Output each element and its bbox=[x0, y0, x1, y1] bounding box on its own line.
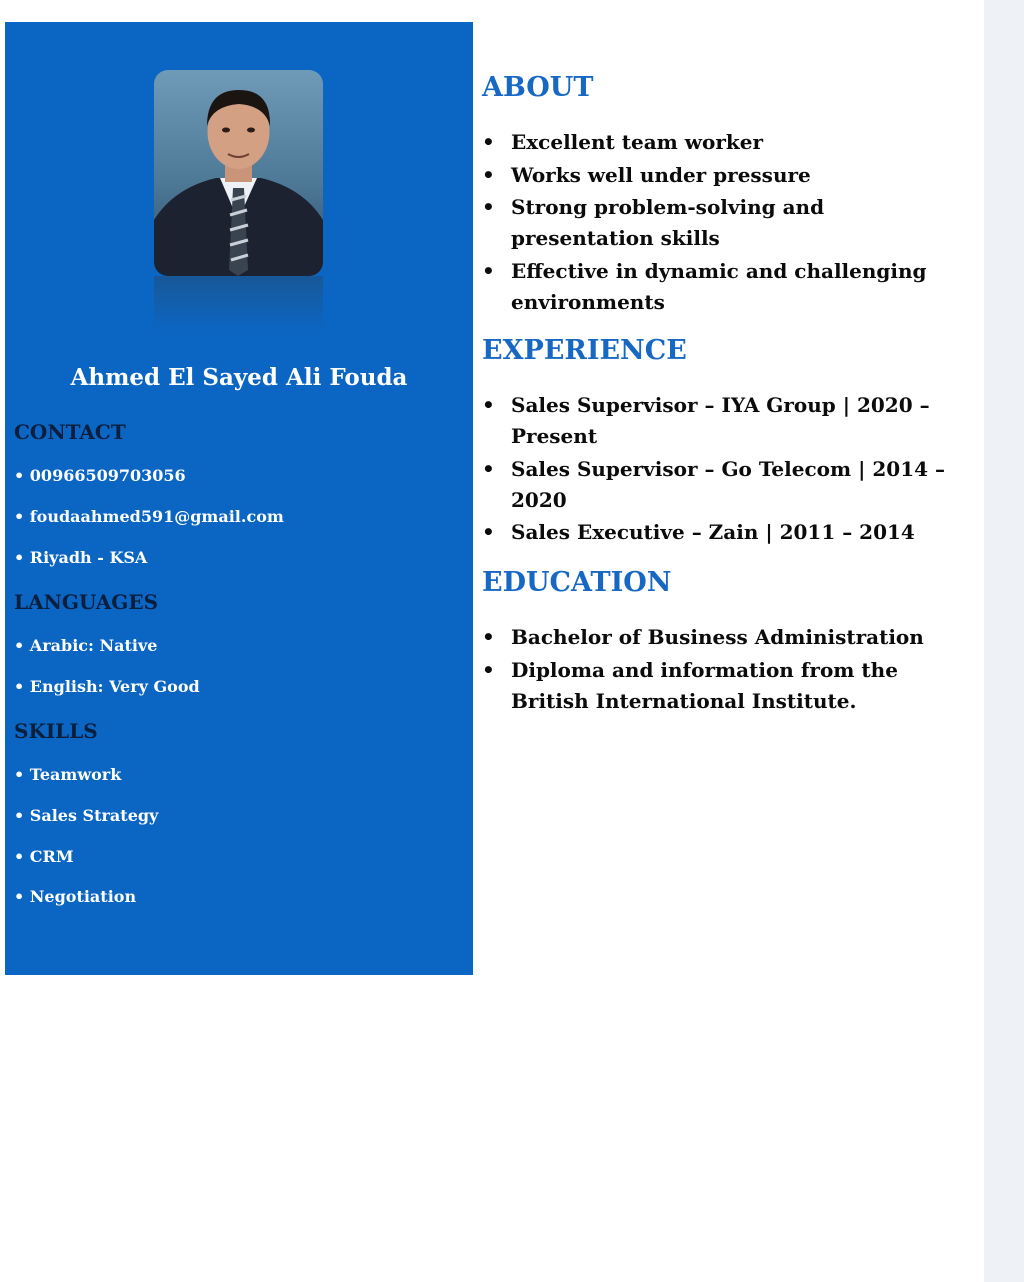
list-item: • Sales Executive – Zain | 2011 – 2014 bbox=[482, 517, 952, 548]
bullet: • bbox=[482, 195, 495, 219]
bullet: • bbox=[482, 657, 495, 682]
experience-heading: EXPERIENCE bbox=[482, 335, 687, 366]
bullet: • bbox=[482, 625, 495, 649]
skill-item: • CRM bbox=[14, 847, 74, 866]
list-item: • Excellent team worker bbox=[482, 127, 952, 158]
photo-reflection bbox=[154, 276, 323, 332]
skills-heading: SKILLS bbox=[14, 719, 98, 743]
bullet: • bbox=[482, 520, 495, 544]
language-item: • Arabic: Native bbox=[14, 636, 158, 655]
bullet: • bbox=[482, 393, 495, 417]
skill-item: • Negotiation bbox=[14, 887, 137, 906]
bullet: • bbox=[482, 130, 495, 154]
experience-list bbox=[482, 390, 952, 550]
sidebar bbox=[5, 22, 473, 975]
list-item: • Diploma and information from the British International Institute. bbox=[482, 655, 952, 717]
languages-heading: LANGUAGES bbox=[14, 590, 159, 614]
education-heading: EDUCATION bbox=[482, 567, 672, 598]
list-item: • Strong problem-solving and presentation skills bbox=[482, 192, 952, 254]
bullet: • bbox=[482, 258, 495, 283]
person-portrait-icon bbox=[154, 70, 323, 276]
list-item: • Sales Supervisor – Go Telecom | 2014 – 2020 bbox=[482, 454, 952, 516]
list-item: • Effective in dynamic and challenging environments bbox=[482, 256, 952, 318]
bullet: • bbox=[482, 456, 495, 481]
about-heading: ABOUT bbox=[482, 72, 594, 103]
profile-photo bbox=[154, 70, 323, 276]
list-item: • Sales Supervisor – IYA Group | 2020 – Present bbox=[482, 390, 952, 452]
about-list bbox=[482, 127, 952, 319]
language-item: • English: Very Good bbox=[14, 677, 200, 696]
list-item: • Works well under pressure bbox=[482, 160, 952, 191]
contact-location: • Riyadh - KSA bbox=[14, 548, 148, 567]
contact-phone: • 00966509703056 bbox=[14, 466, 186, 485]
candidate-name: Ahmed El Sayed Ali Fouda bbox=[70, 364, 408, 391]
contact-email: • foudaahmed591@gmail.com bbox=[14, 507, 284, 526]
skill-item: • Teamwork bbox=[14, 765, 122, 784]
page-gutter bbox=[984, 0, 1024, 1282]
contact-heading: CONTACT bbox=[14, 420, 126, 444]
bullet: • bbox=[482, 162, 495, 187]
list-item: • Bachelor of Business Administration bbox=[482, 622, 952, 653]
education-list bbox=[482, 622, 952, 718]
skill-item: • Sales Strategy bbox=[14, 806, 159, 825]
